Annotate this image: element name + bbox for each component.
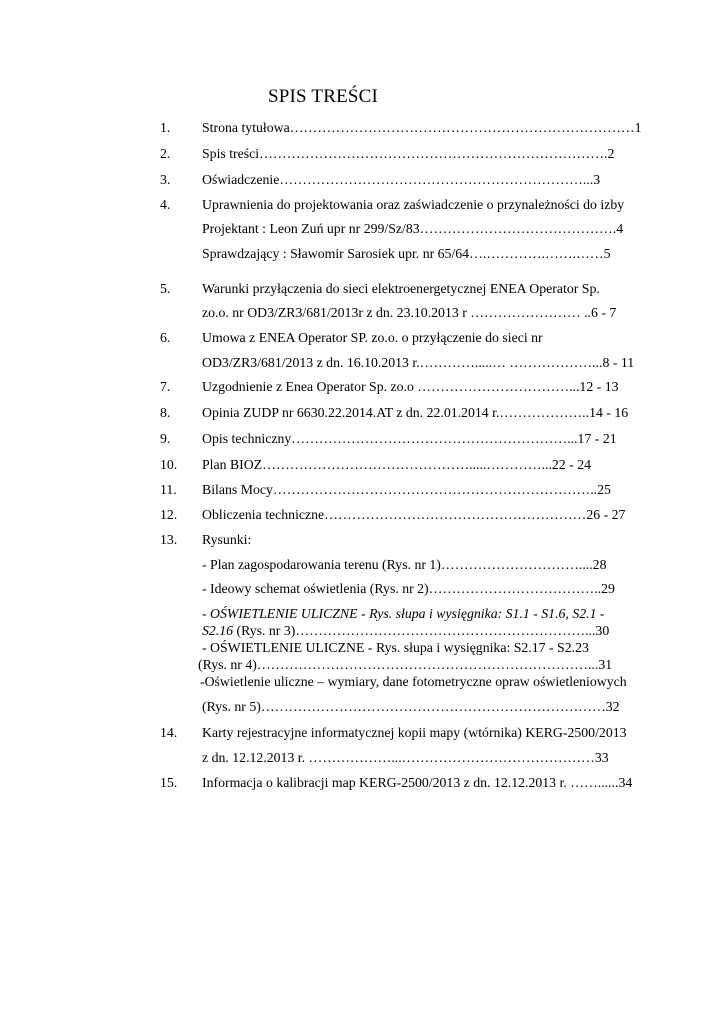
entry-text-justified [202, 281, 654, 297]
entry-number: 15. [160, 775, 178, 790]
entry-text: OD3/ZR3/681/2013 z dn. 16.10.2013 r.………….....… ………………...8 - 11 [202, 355, 635, 370]
entry-text: Umowa z ENEA Operator SP. zo.o. o przyłączenie do sieci nr [202, 330, 543, 345]
entry-number: 5. [160, 281, 171, 296]
entry-text: Projektant : Leon Zuń upr nr 299/Sz/83…………………………………….4 [202, 221, 624, 236]
entry-text: - Plan zagospodarowania terenu (Rys. nr 1)…………………………....28 [202, 557, 607, 572]
entry-text: (Rys. nr 4)………………………………………………………………...31 [198, 657, 613, 672]
entry-text: Sprawdzający : Sławomir Sarosiek upr. nr 65/64….………….…….……5 [202, 246, 611, 261]
entry-text: Uzgodnienie z Enea Operator Sp. zo.o ……………………………...12 - 13 [202, 379, 619, 394]
entry-text: - Ideowy schemat oświetlenia (Rys. nr 2)………………………………..29 [202, 581, 615, 596]
entry-text: Plan BIOZ……………………………………….....…………...22 - 24 [202, 457, 591, 472]
entry-number: 10. [160, 457, 178, 472]
entry-text: Karty rejestracyjne informatycznej kopii mapy (wtórnika) KERG-2500/2013 [202, 725, 627, 740]
entry-text: Obliczenia techniczne…………………………………………………26 - 27 [202, 507, 626, 522]
entry-text: Strona tytułowa…………………………………………………………………1 [202, 120, 642, 135]
entry-text-italic: S2.16 [202, 623, 234, 638]
entry-text: - OŚWIETLENIE ULICZNE - Rys. słupa i wysięgnika: S2.17 - S2.23 [202, 640, 589, 655]
entry-text: Opinia ZUDP nr 6630.22.2014.AT z dn. 22.01.2014 r.………………..14 - 16 [202, 405, 629, 420]
entry-number: 6. [160, 330, 171, 345]
entry-text: (Rys. nr 5)…………………………………………………………………32 [202, 699, 620, 714]
entry-number: 8. [160, 405, 171, 420]
entry-text: Warunki przyłączenia do sieci elektroenergetycznej ENEA Operator Sp. [202, 281, 600, 296]
entry-text: -Oświetlenie uliczne – wymiary, dane fotometryczne opraw oświetleniowych [200, 674, 627, 689]
entry-text: Uprawnienia do projektowania oraz zaświadczenie o przynależności do izby [202, 197, 625, 212]
entry-number: 13. [160, 532, 178, 547]
page-title: SPIS TREŚCI [268, 86, 379, 107]
entry-text: zo.o. nr OD3/ZR3/681/2013r z dn. 23.10.2013 r …………………… ..6 - 7 [202, 305, 617, 320]
entry-number: 4. [160, 197, 171, 212]
entry-text: z dn. 12.12.2013 r. ………………...……………………………………33 [202, 750, 609, 765]
entry-number: 7. [160, 379, 171, 394]
entry-text: Oświadczenie…………………………………………………………...3 [202, 172, 601, 187]
entry-text-rest: (Rys. nr 3)………………………………………………………...30 [233, 623, 610, 638]
entry-text: Rysunki: [202, 532, 252, 547]
entry-number: 14. [160, 725, 178, 740]
entry-text: Opis techniczny……………………………………………………...17 - 21 [202, 431, 617, 446]
entry-number: 11. [160, 482, 177, 497]
entry-number: 12. [160, 507, 178, 522]
entry-text: Informacja o kalibracji map KERG-2500/2013 z dn. 12.12.2013 r. ……......34 [202, 775, 633, 790]
entry-number: 3. [160, 172, 171, 187]
entry-text: Spis treści………………………………………………………………….2 [202, 146, 615, 161]
entry-text [202, 623, 609, 639]
entry-text: Bilans Mocy……………………………………………………………..25 [202, 482, 611, 497]
entry-number: 9. [160, 431, 171, 446]
entry-text: - OŚWIETLENIE ULICZNE - Rys. słupa i wysięgnika: S1.1 - S1.6, S2.1 - [202, 606, 605, 621]
entry-number: 1. [160, 120, 171, 135]
entry-number: 2. [160, 146, 171, 161]
